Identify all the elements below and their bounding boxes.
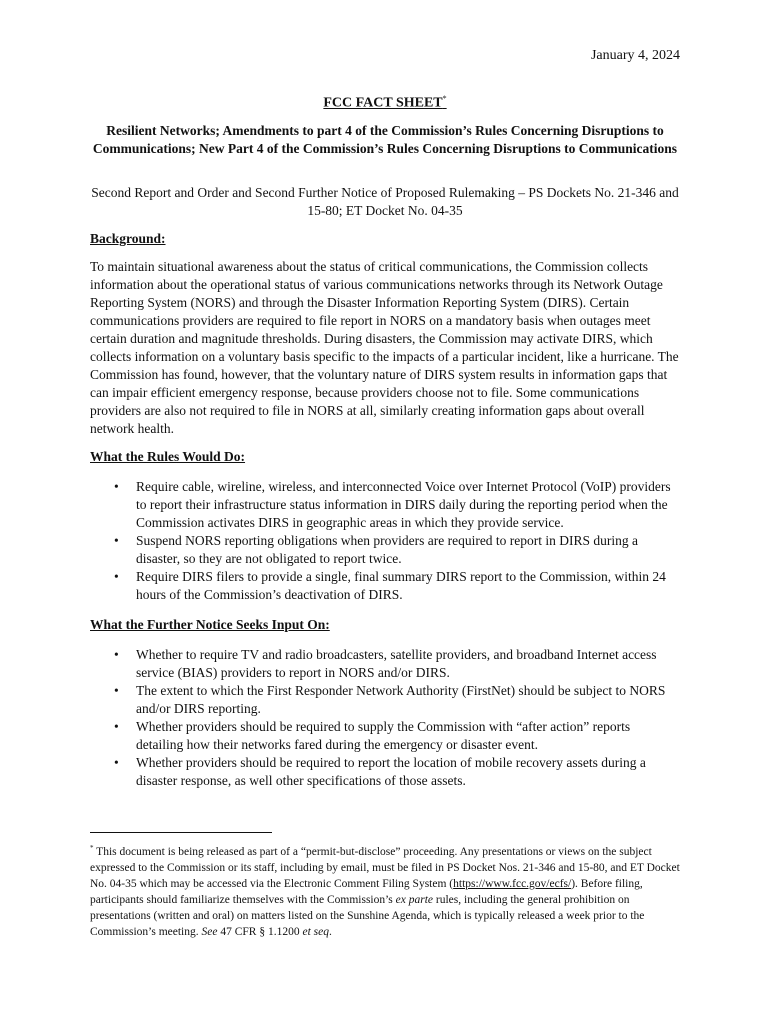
list-item	[90, 718, 680, 754]
list-item	[90, 478, 680, 532]
bullet-icon: •	[114, 755, 119, 770]
footnote	[90, 840, 680, 940]
footnote-italic: et seq	[302, 925, 329, 938]
list-item-text: Suspend NORS reporting obligations when providers are required to report in DIRS during a disaster, so they are not obligated to report twice.	[136, 533, 639, 566]
background-paragraph: To maintain situational awareness about the status of critical communications, the Commission collects information about the operational status of various communications networks through its Network Outage Reporting System (NORS) and through the Disaster Information Reporting System (DIRS). Certain communications providers are required to file report in NORS on a mandatory basis when outages meet certain duration and magnitude thresholds. During disasters, the Commission may activate DIRS, which collects information on a voluntary basis specific to the impacts of a particular incident, like a hurricane. The Commission has found, however, that the voluntary nature of DIRS system results in information gaps that can impair efficient emergency response, because providers choose not to file. Some communications providers are also not required to file in NORS at all, similarly creating information gaps about overall network health.	[90, 259, 679, 436]
list-item	[90, 646, 680, 682]
footnote-text: rules, including the general prohibition on presentations (written and oral) on matters listed on the Sunshine Agenda, which is typically released a week prior to the Commission’s meeting.	[90, 893, 645, 938]
list-item-text: Whether providers should be required to supply the Commission with “after action” reports detailing how their networks fared during the emergency or disaster event.	[136, 719, 631, 752]
footnote-italic: ex parte	[395, 893, 434, 906]
list-item-text: Require DIRS filers to provide a single, final summary DIRS report to the Commission, within 24 hours of the Commission’s deactivation of DIRS.	[136, 569, 666, 602]
list-item	[90, 532, 680, 568]
bullet-icon: •	[114, 647, 119, 662]
bullet-icon: •	[114, 719, 119, 734]
list-item-text: The extent to which the First Responder Network Authority (FirstNet) should be subject to NORS and/or DIRS reporting.	[136, 683, 666, 716]
bullet-icon: •	[114, 683, 119, 698]
bullet-icon: •	[114, 479, 119, 494]
page-title	[0, 94, 770, 112]
bullet-icon: •	[114, 533, 119, 548]
bullet-icon: •	[114, 569, 119, 584]
list-item	[90, 682, 680, 718]
footnote-divider	[90, 832, 272, 833]
title-text: FCC FACT SHEET	[323, 95, 443, 111]
list-item-text: Whether to require TV and radio broadcasters, satellite providers, and broadband Internet access service (BIAS) providers to report in NORS and/or DIRS.	[136, 647, 657, 680]
docket-line: Second Report and Order and Second Further Notice of Proposed Rulemaking – PS Dockets No. 21-346 and 15-80; ET Docket No. 04-35	[91, 185, 679, 218]
list-item	[90, 754, 680, 790]
background-heading: Background:	[90, 231, 166, 246]
footnote-text: 47 CFR § 1.1200	[217, 925, 303, 938]
footnote-text: This document is being released as part of a “permit-but-disclose” proceeding. Any presentations or views on the subject expressed to the Commission or its staff, including by email, must be filed in PS Docket Nos. 21-346 and 15-80, and ET Docket No. 04-35 which may be accessed via the Electronic Comment Filing System (	[90, 845, 680, 890]
rules-heading: What the Rules Would Do:	[90, 449, 246, 464]
list-item-text: Require cable, wireline, wireless, and interconnected Voice over Internet Protocol (VoIP) providers to report their infrastructure status information in DIRS daily during the reporting period when the Commission activates DIRS in geographic areas in which they provide service.	[136, 479, 671, 530]
further-notice-heading: What the Further Notice Seeks Input On:	[90, 617, 330, 632]
document-date: January 4, 2024	[590, 48, 680, 63]
footnote-italic: See	[201, 925, 218, 938]
list-item-text: Whether providers should be required to report the location of mobile recovery assets during a disaster response, as well other specifications of those assets.	[136, 755, 646, 788]
list-item	[90, 568, 680, 604]
footnote-text: .	[328, 925, 332, 938]
document-body	[90, 230, 680, 802]
further-notice-list	[90, 646, 680, 790]
ecfs-link[interactable]: https://www.fcc.gov/ecfs/	[453, 877, 572, 890]
footnote-text: ). Before filing, participants should familiarize themselves with the Commission’s	[90, 877, 643, 906]
rules-list	[90, 478, 680, 604]
title-footnote-mark: *	[442, 94, 447, 103]
footnote-mark: *	[90, 844, 94, 852]
document-subtitle: Resilient Networks; Amendments to part 4 of the Commission’s Rules Concerning Disruptions to Communications; New Part 4 of the Commission’s Rules Concerning Disruptions to Communications	[92, 123, 678, 156]
